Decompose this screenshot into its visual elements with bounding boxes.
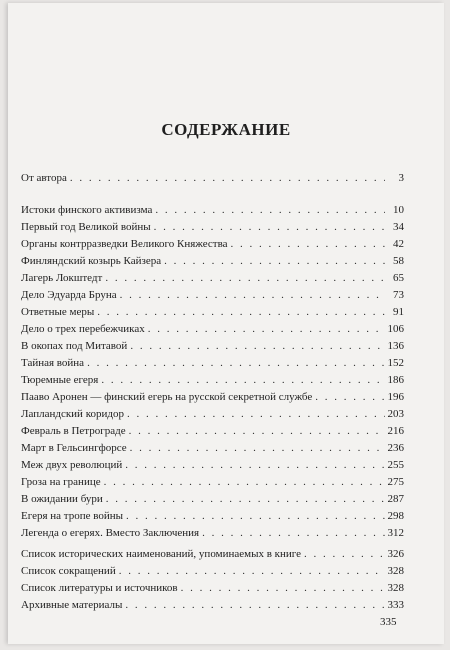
page-title: СОДЕРЖАНИЕ bbox=[161, 120, 291, 139]
toc-entry-page: 326 bbox=[387, 548, 404, 560]
toc-entry bbox=[21, 220, 404, 234]
toc-leader-dots bbox=[231, 237, 385, 251]
toc-entry-title: Лапландский коридор bbox=[21, 408, 124, 420]
toc-leader-dots bbox=[202, 526, 384, 540]
toc-leader-dots bbox=[154, 220, 385, 234]
toc-leader-dots bbox=[315, 390, 384, 404]
toc-entry bbox=[21, 288, 404, 302]
toc-entry-title: Список исторических наименований, упоминаемых в книге bbox=[21, 548, 302, 560]
toc-leader-dots bbox=[125, 598, 384, 612]
toc-entry-title: В окопах под Митавой bbox=[21, 340, 128, 352]
toc-leader-dots bbox=[130, 339, 384, 353]
toc-entry-title: Дело о трех перебежчиках bbox=[21, 323, 145, 335]
toc-leader-dots bbox=[304, 547, 384, 561]
toc-entry-page: 333 bbox=[387, 599, 404, 611]
toc-entry-page: 312 bbox=[387, 527, 404, 539]
toc-entry-title: Март в Гельсингфорсе bbox=[21, 442, 127, 454]
toc-entry-page: 58 bbox=[393, 255, 404, 267]
toc-entry-page: 298 bbox=[387, 510, 404, 522]
toc-entry-title: В ожидании бури bbox=[21, 493, 103, 505]
toc-leader-dots bbox=[70, 171, 385, 185]
toc-leader-dots bbox=[101, 373, 384, 387]
toc-entry-title: Финляндский козырь Кайзера bbox=[21, 255, 162, 267]
toc-leader-dots bbox=[129, 424, 385, 438]
toc-entry bbox=[21, 373, 404, 387]
toc-entry-page: 328 bbox=[387, 582, 404, 594]
toc-leader-dots bbox=[120, 288, 385, 302]
toc-entry-page: 136 bbox=[387, 340, 404, 352]
toc-entry bbox=[21, 492, 404, 506]
toc-entry bbox=[21, 598, 404, 612]
toc-entry-title: Пааво Аронен — финский егерь на русской секретной службе bbox=[21, 391, 313, 403]
toc-entry-title: Февраль в Петрограде bbox=[21, 425, 126, 437]
toc-entry-page: 186 bbox=[387, 374, 404, 386]
toc-entry bbox=[21, 339, 404, 353]
toc-entry-page: 236 bbox=[387, 442, 404, 454]
toc-entry bbox=[21, 356, 404, 370]
toc-leader-dots bbox=[105, 271, 385, 285]
toc-leader-dots bbox=[164, 254, 385, 268]
toc-entry-page: 275 bbox=[387, 476, 404, 488]
toc-entry-title: Список сокращений bbox=[21, 565, 116, 577]
toc-entry-page: 203 bbox=[387, 408, 404, 420]
toc-entry-page: 196 bbox=[387, 391, 404, 403]
toc-entry-title: Тайная война bbox=[21, 357, 85, 369]
toc-entry bbox=[21, 407, 404, 421]
toc-leader-dots bbox=[155, 203, 385, 217]
toc-leader-dots bbox=[148, 322, 385, 336]
toc-entry bbox=[21, 547, 404, 561]
toc-leader-dots bbox=[97, 305, 385, 319]
toc-leader-dots bbox=[181, 581, 385, 595]
toc-entry bbox=[21, 390, 404, 404]
toc-entry-title: Органы контрразведки Великого Княжества bbox=[21, 238, 228, 250]
toc-entry bbox=[21, 322, 404, 336]
toc-leader-dots bbox=[106, 492, 385, 506]
toc-entry-page: 152 bbox=[387, 357, 404, 369]
page-number: 335 bbox=[380, 616, 397, 628]
toc-entry bbox=[21, 526, 404, 540]
toc-entry-title: Первый год Великой войны bbox=[21, 221, 151, 233]
toc-entry-title: Гроза на границе bbox=[21, 476, 101, 488]
toc-entry-page: 73 bbox=[393, 289, 404, 301]
toc-entry-page: 42 bbox=[393, 238, 404, 250]
toc-entry-page: 216 bbox=[387, 425, 404, 437]
toc-entry-title: Тюремные егеря bbox=[21, 374, 99, 386]
toc-entry-page: 65 bbox=[393, 272, 404, 284]
toc-leader-dots bbox=[125, 458, 384, 472]
toc-entry bbox=[21, 509, 404, 523]
toc-entry bbox=[21, 581, 404, 595]
toc-leader-dots bbox=[119, 564, 385, 578]
toc-entry bbox=[21, 254, 404, 268]
toc-entry-title: Дело Эдуарда Бруна bbox=[21, 289, 117, 301]
toc-entry bbox=[21, 203, 404, 217]
toc-entry-page: 10 bbox=[393, 204, 404, 216]
toc-leader-dots bbox=[127, 407, 385, 421]
toc-entry-page: 287 bbox=[387, 493, 404, 505]
toc-entry-title: От автора bbox=[21, 172, 67, 184]
toc-entry bbox=[21, 441, 404, 455]
book-page bbox=[8, 3, 444, 644]
toc-entry bbox=[21, 458, 404, 472]
toc-entry-title: Меж двух революций bbox=[21, 459, 123, 471]
toc-entry bbox=[21, 271, 404, 285]
toc-entry-page: 34 bbox=[393, 221, 404, 233]
toc-leader-dots bbox=[104, 475, 385, 489]
toc-entry-title: Егеря на тропе войны bbox=[21, 510, 124, 522]
toc-entry bbox=[21, 564, 404, 578]
toc-entry-page: 328 bbox=[387, 565, 404, 577]
toc-leader-dots bbox=[87, 356, 384, 370]
toc-leader-dots bbox=[126, 509, 384, 523]
toc-entry-page: 91 bbox=[393, 306, 404, 318]
toc-entry-title: Ответные меры bbox=[21, 306, 95, 318]
toc-entry-page: 3 bbox=[398, 172, 404, 184]
toc-entry-page: 255 bbox=[387, 459, 404, 471]
toc-entry bbox=[21, 171, 404, 185]
toc-entry bbox=[21, 237, 404, 251]
toc-entry-page: 106 bbox=[387, 323, 404, 335]
toc-entry-title: Истоки финского активизма bbox=[21, 204, 153, 216]
toc-entry-title: Легенда о егерях. Вместо Заключения bbox=[21, 527, 200, 539]
toc-entry bbox=[21, 305, 404, 319]
toc-entry bbox=[21, 424, 404, 438]
toc-entry-title: Архивные материалы bbox=[21, 599, 123, 611]
toc-entry bbox=[21, 475, 404, 489]
toc-entry-title: Лагерь Локштедт bbox=[21, 272, 103, 284]
toc-leader-dots bbox=[130, 441, 385, 455]
toc-entry-title: Список литературы и источников bbox=[21, 582, 178, 594]
